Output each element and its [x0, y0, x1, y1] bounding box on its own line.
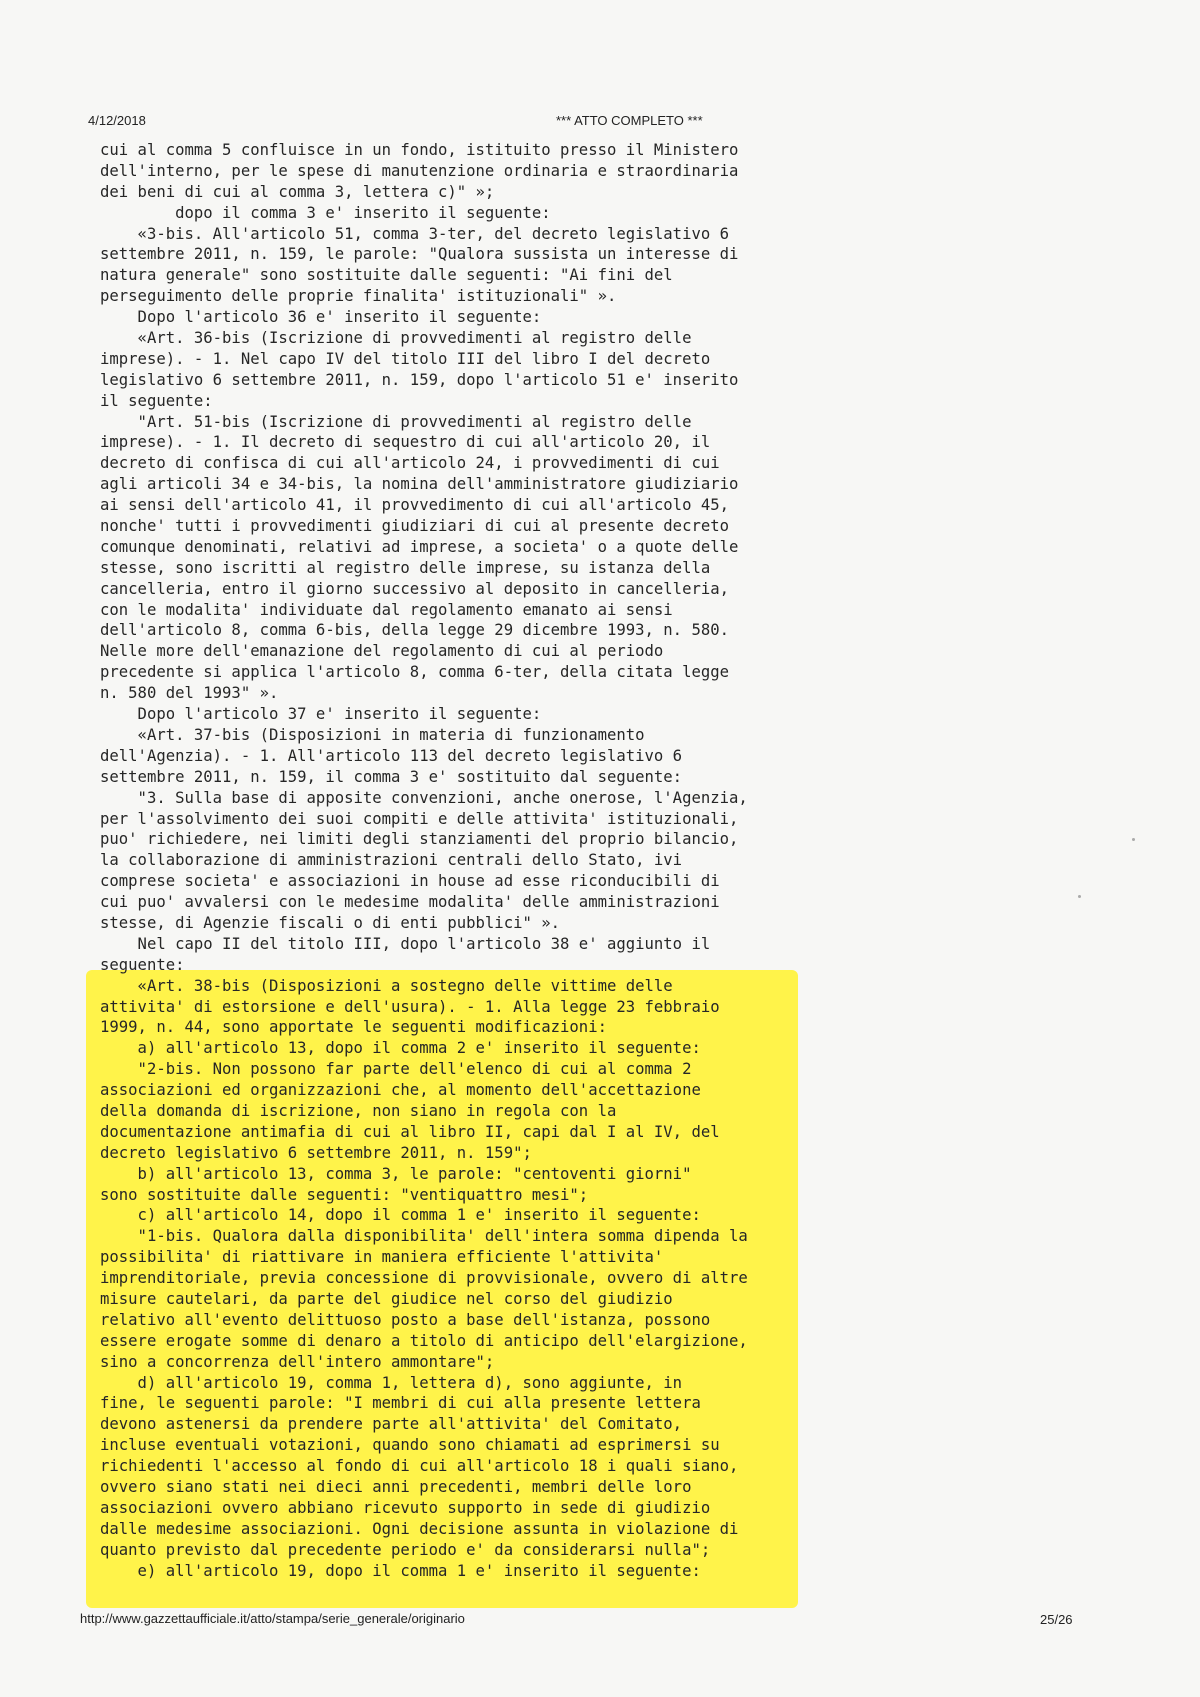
text-line: seguente: — [100, 955, 185, 974]
text-line: precedente si applica l'articolo 8, comma 6-ter, della citata legge — [100, 663, 730, 682]
text-line: dell'Agenzia). - 1. All'articolo 113 del decreto legislativo 6 — [100, 746, 683, 765]
text-line: per l'assolvimento dei suoi compiti e delle attivita' istituzionali, — [100, 809, 739, 828]
text-line: "1-bis. Qualora dalla disponibilita' dell'intera somma dipenda la — [100, 1227, 748, 1246]
text-line: dopo il comma 3 e' inserito il seguente: — [100, 203, 551, 222]
header-date: 4/12/2018 — [88, 113, 146, 128]
text-line: attivita' di estorsione e dell'usura). - 1. Alla legge 23 febbraio — [100, 997, 720, 1016]
document-body — [100, 140, 792, 1581]
text-line: stesse, di Agenzie fiscali o di enti pubblici" ». — [100, 913, 561, 932]
header-title: *** ATTO COMPLETO *** — [556, 113, 703, 128]
text-line: con le modalita' individuate dal regolamento emanato ai sensi — [100, 600, 673, 619]
text-line: «Art. 37-bis (Disposizioni in materia di funzionamento — [100, 725, 645, 744]
text-line: misure cautelari, da parte del giudice nel corso del giudizio — [100, 1289, 673, 1308]
text-line: comunque denominati, relativi ad imprese, a societa' o a quote delle — [100, 537, 739, 556]
footer-url: http://www.gazzettaufficiale.it/atto/stampa/serie_generale/originario — [80, 1611, 465, 1626]
scan-speck — [1132, 838, 1135, 841]
text-line: Nelle more dell'emanazione del regolamento di cui al periodo — [100, 642, 664, 661]
text-line: cancelleria, entro il giorno successivo al deposito in cancelleria, — [100, 579, 730, 598]
text-line: documentazione antimafia di cui al libro II, capi dal I al IV, del — [100, 1122, 720, 1141]
text-line: n. 580 del 1993" ». — [100, 684, 279, 703]
text-line: natura generale" sono sostituite dalle seguenti: "Ai fini del — [100, 266, 673, 285]
text-line: a) all'articolo 13, dopo il comma 2 e' inserito il seguente: — [100, 1039, 701, 1058]
text-line: devono astenersi da prendere parte all'attivita' del Comitato, — [100, 1415, 683, 1434]
text-line: dei beni di cui al comma 3, lettera c)" »; — [100, 182, 495, 201]
text-line: perseguimento delle proprie finalita' istituzionali" ». — [100, 287, 617, 306]
text-line: decreto di confisca di cui all'articolo 24, i provvedimenti di cui — [100, 454, 720, 473]
text-line: ovvero siano stati nei dieci anni precedenti, membri delle loro — [100, 1478, 692, 1496]
text-line: d) all'articolo 19, comma 1, lettera d), sono aggiunte, in — [100, 1373, 683, 1392]
text-line: «Art. 36-bis (Iscrizione di provvedimenti al registro delle — [100, 329, 692, 348]
text-line: settembre 2011, n. 159, il comma 3 e' sostituito dal seguente: — [100, 767, 683, 786]
text-line: imprenditoriale, previa concessione di provvisionale, ovvero di altre — [100, 1269, 748, 1288]
text-line: agli articoli 34 e 34-bis, la nomina dell'amministratore giudiziario — [100, 475, 739, 494]
text-line: 1999, n. 44, sono apportate le seguenti modificazioni: — [100, 1018, 607, 1037]
text-line: legislativo 6 settembre 2011, n. 159, dopo l'articolo 51 e' inserito — [100, 370, 739, 389]
text-line: dell'interno, per le spese di manutenzione ordinaria e straordinaria — [100, 161, 739, 180]
text-line: Nel capo II del titolo III, dopo l'articolo 38 e' aggiunto il — [100, 934, 711, 953]
text-line: dalle medesime associazioni. Ogni decisione assunta in violazione di — [100, 1519, 739, 1538]
text-line: fine, le seguenti parole: "I membri di cui alla presente lettera — [100, 1394, 701, 1413]
text-line: sono sostituite dalle seguenti: "ventiquattro mesi"; — [100, 1185, 589, 1204]
text-line: Dopo l'articolo 36 e' inserito il seguente: — [100, 308, 542, 327]
text-line: e) all'articolo 19, dopo il comma 1 e' inserito il seguente: — [100, 1561, 701, 1580]
text-line: imprese). - 1. Il decreto di sequestro di cui all'articolo 20, il — [100, 433, 711, 452]
text-line: b) all'articolo 13, comma 3, le parole: "centoventi giorni" — [100, 1164, 692, 1183]
text-line: comprese societa' e associazioni in house ad esse riconducibili di — [100, 872, 720, 891]
text-line: «Art. 38-bis (Disposizioni a sostegno delle vittime delle — [100, 976, 673, 995]
text-line: «3-bis. All'articolo 51, comma 3-ter, del decreto legislativo 6 — [100, 224, 730, 243]
text-line: "3. Sulla base di apposite convenzioni, anche onerose, l'Agenzia, — [100, 788, 748, 807]
text-line: imprese). - 1. Nel capo IV del titolo III del libro I del decreto — [100, 349, 711, 368]
text-line: la collaborazione di amministrazioni centrali dello Stato, ivi — [100, 851, 683, 870]
text-line: associazioni ovvero abbiano ricevuto supporto in sede di giudizio — [100, 1498, 711, 1517]
text-line: "2-bis. Non possono far parte dell'elenco di cui al comma 2 — [100, 1060, 692, 1079]
footer-page-number: 25/26 — [1040, 1612, 1073, 1627]
text-line: associazioni ed organizzazioni che, al momento dell'accettazione — [100, 1081, 701, 1100]
scan-speck — [1078, 895, 1081, 898]
text-line: "Art. 51-bis (Iscrizione di provvedimenti al registro delle — [100, 412, 692, 431]
text-line: quanto previsto dal precedente periodo e' da considerarsi nulla"; — [100, 1540, 711, 1559]
text-line: ai sensi dell'articolo 41, il provvedimento di cui all'articolo 45, — [100, 496, 730, 515]
text-line: cui al comma 5 confluisce in un fondo, istituito presso il Ministero — [100, 141, 739, 159]
text-line: il seguente: — [100, 391, 213, 410]
text-line: dell'articolo 8, comma 6-bis, della legge 29 dicembre 1993, n. 580. — [100, 621, 730, 640]
text-line: nonche' tutti i provvedimenti giudiziari di cui al presente decreto — [100, 517, 730, 536]
text-line: sino a concorrenza dell'intero ammontare"; — [100, 1352, 495, 1371]
text-line: cui puo' avvalersi con le medesime modalita' delle amministrazioni — [100, 893, 720, 912]
text-line: della domanda di iscrizione, non siano in regola con la — [100, 1101, 617, 1120]
text-line: richiedenti l'accesso al fondo di cui all'articolo 18 i quali siano, — [100, 1457, 739, 1476]
text-line: decreto legislativo 6 settembre 2011, n. 159"; — [100, 1143, 532, 1162]
text-line: stesse, sono iscritti al registro delle imprese, su istanza della — [100, 558, 711, 577]
text-line: settembre 2011, n. 159, le parole: "Qualora sussista un interesse di — [100, 245, 739, 264]
text-line: incluse eventuali votazioni, quando sono chiamati ad esprimersi su — [100, 1436, 720, 1455]
text-line: essere erogate somme di denaro a titolo di anticipo dell'elargizione, — [100, 1331, 748, 1350]
text-line: possibilita' di riattivare in maniera efficiente l'attivita' — [100, 1248, 664, 1267]
text-line: relativo all'evento delittuoso posto a base dell'istanza, possono — [100, 1310, 711, 1329]
text-line: c) all'articolo 14, dopo il comma 1 e' inserito il seguente: — [100, 1206, 701, 1225]
text-line: Dopo l'articolo 37 e' inserito il seguente: — [100, 705, 542, 724]
text-line: puo' richiedere, nei limiti degli stanziamenti del proprio bilancio, — [100, 830, 739, 849]
